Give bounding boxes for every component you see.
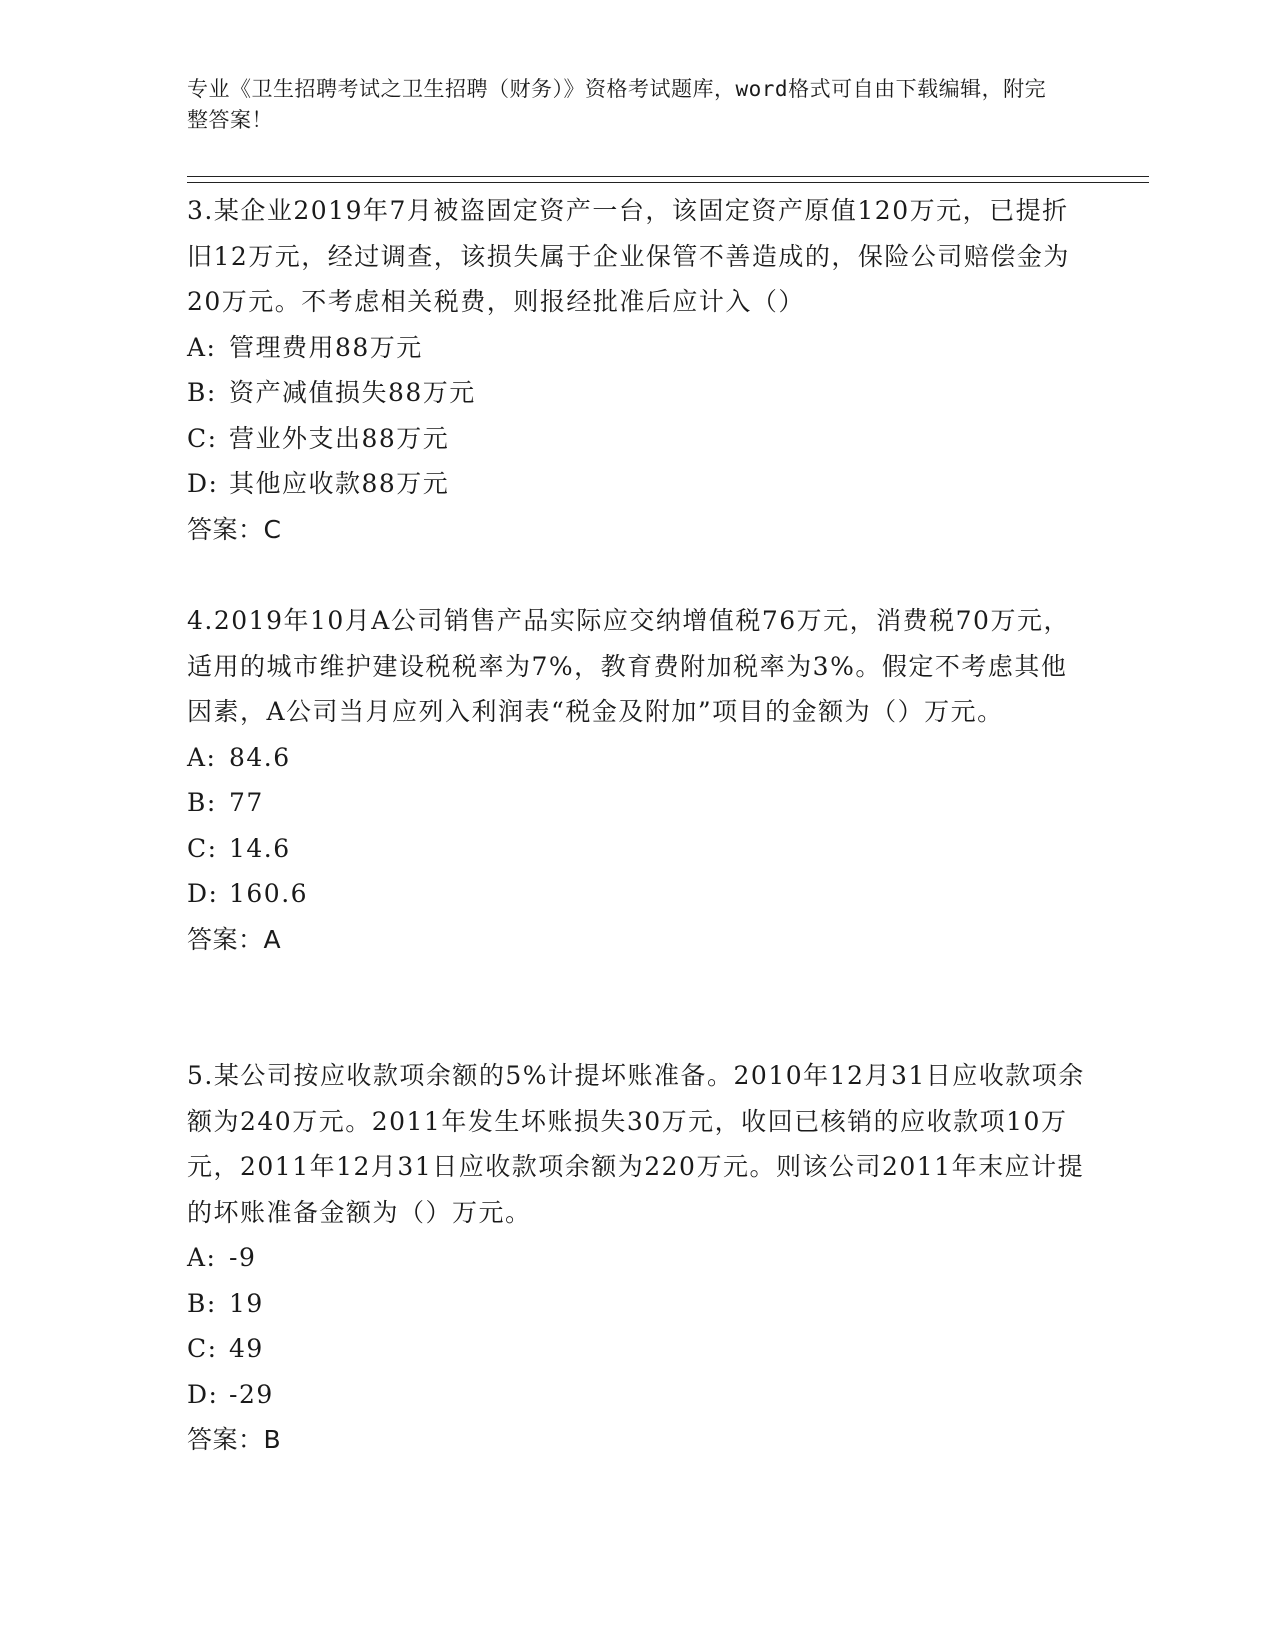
option-text: 160.6 <box>229 879 309 908</box>
option-text: 84.6 <box>229 742 291 772</box>
option-d <box>187 871 1087 917</box>
question-3 <box>187 188 1087 552</box>
document-header: 专业《卫生招聘考试之卫生招聘（财务）》资格考试题库，word格式可自由下载编辑，附完整答案！ <box>187 77 1047 132</box>
option-key: C: <box>187 833 218 863</box>
answer-line: 答案：B <box>187 1425 282 1454</box>
question-5 <box>187 1053 1087 1463</box>
question-stem: 5.某公司按应收款项余额的5%计提坏账准备。2010年12月31日应收款项余额为240万元。2011年发生坏账损失30万元，收回已核销的应收款项10万元，2011年12月31日应收款项余额为220万元。则该公司2011年末应计提的坏账准备金额为（）万元。 <box>187 1061 1085 1227</box>
question-4 <box>187 598 1087 962</box>
option-key: B: <box>187 788 217 817</box>
question-stem: 3.某企业2019年7月被盗固定资产一台，该固定资产原值120万元，已提折旧12万元，经过调查，该损失属于企业保管不善造成的，保险公司赔偿金为20万元。不考虑相关税费，则报经批准后应计入（） <box>187 196 1070 316</box>
option-text: 资产减值损失88万元 <box>229 378 476 407</box>
header-divider-bottom <box>187 182 1149 183</box>
option-c <box>187 416 1087 462</box>
option-c <box>187 1326 1087 1372</box>
option-b <box>187 780 1087 826</box>
option-key: D: <box>187 1379 219 1409</box>
option-text: 营业外支出88万元 <box>229 423 450 453</box>
option-a <box>187 1235 1087 1281</box>
option-d <box>187 461 1087 507</box>
option-key: A: <box>187 1243 217 1272</box>
option-key: A: <box>187 742 217 772</box>
option-text: 77 <box>229 788 264 817</box>
answer-line: 答案：A <box>187 924 282 954</box>
option-key: B: <box>187 1288 217 1318</box>
answer-line: 答案：C <box>187 514 282 544</box>
question-stem: 4.2019年10月A公司销售产品实际应交纳增值税76万元，消费税70万元，适用的城市维护建设税税率为7%，教育费附加税率为3%。假定不考虑其他因素，A公司当月应列入利润表“税金及附加”项目的金额为（）万元。 <box>187 606 1070 726</box>
option-text: -9 <box>229 1243 257 1272</box>
header-divider-top <box>187 176 1149 177</box>
option-key: B: <box>187 378 217 407</box>
option-d <box>187 1372 1087 1418</box>
option-b <box>187 370 1087 416</box>
option-key: C: <box>187 423 218 453</box>
option-text: 19 <box>229 1288 264 1318</box>
option-text: 管理费用88万元 <box>229 332 423 362</box>
option-text: 49 <box>229 1334 264 1363</box>
option-text: 14.6 <box>229 833 291 863</box>
option-key: D: <box>187 469 219 498</box>
option-a <box>187 325 1087 371</box>
option-text: -29 <box>229 1379 274 1409</box>
option-key: D: <box>187 879 219 908</box>
option-key: C: <box>187 1334 218 1363</box>
option-a <box>187 735 1087 781</box>
option-key: A: <box>187 332 217 362</box>
option-b <box>187 1281 1087 1327</box>
option-c <box>187 826 1087 872</box>
option-text: 其他应收款88万元 <box>229 469 450 498</box>
